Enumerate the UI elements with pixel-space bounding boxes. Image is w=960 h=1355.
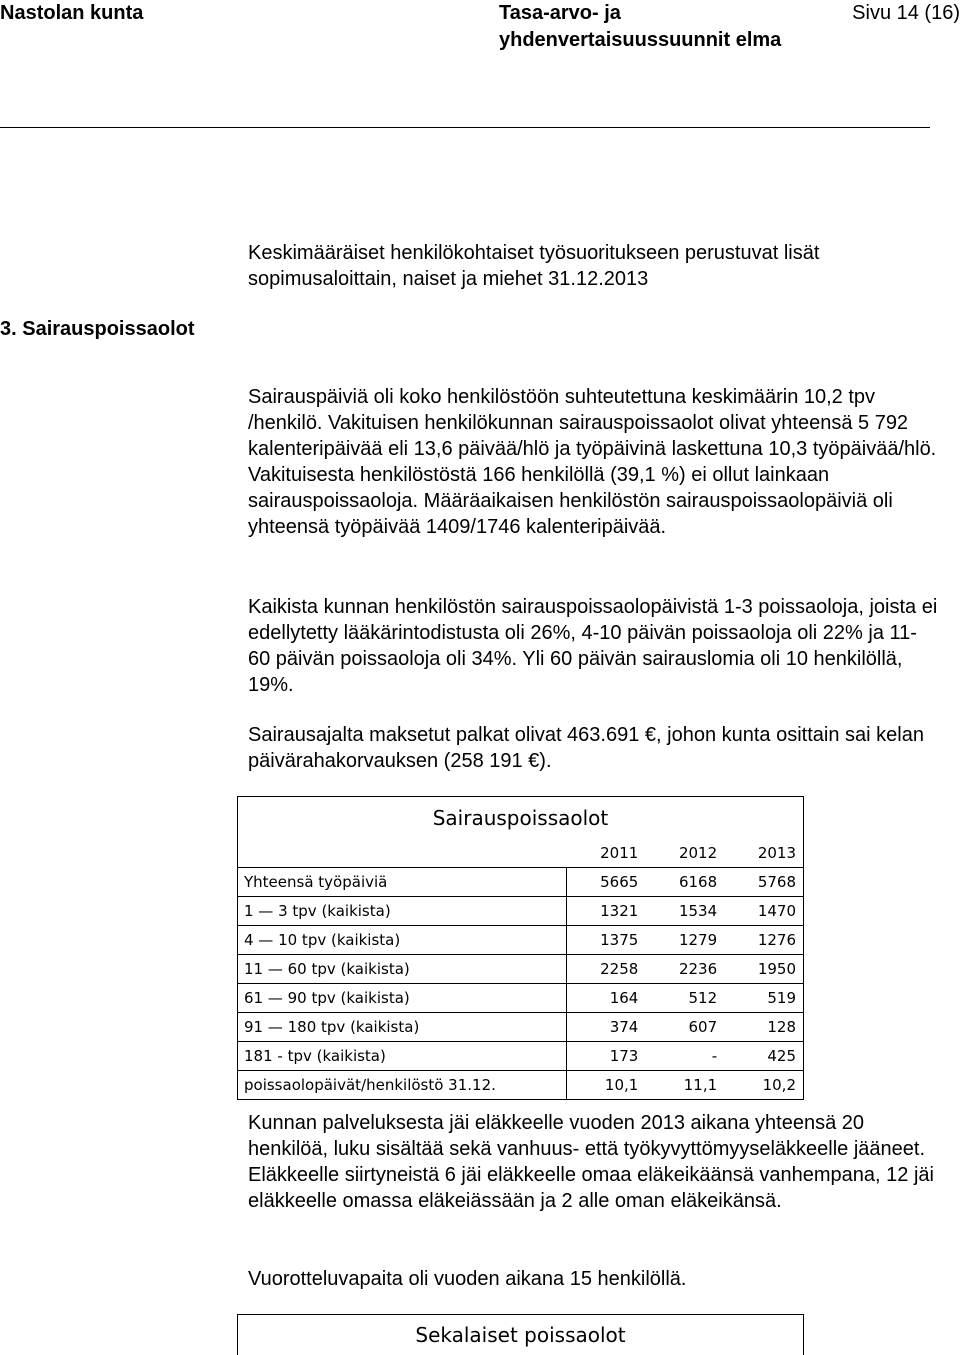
header-year-2011: 2011 [600,844,639,862]
table-row [238,984,803,1013]
row-label: poissaolopäivät/henkilöstö 31.12. [238,1071,566,1100]
table-row [238,926,803,955]
paragraph-retirement: Kunnan palveluksesta jäi eläkkeelle vuoden 2013 aikana yhteensä 20 henkilöä, luku sisältää sekä vanhuus- että työkyvyttömyyseläkkeelle jääneet. Eläkkeelle siirtyneistä 6 jäi eläkkeelle omaa eläkeikäänsä vanhempana, 12 jäi eläkkeelle omassa eläkeiässään ja 2 alle oman eläkeikänsä. [248,1112,934,1212]
header-divider [0,127,930,128]
row-label: 91 — 180 tpv (kaikista) [238,1013,566,1042]
value-2013: 1276 [724,926,803,955]
row-label: 61 — 90 tpv (kaikista) [238,984,566,1013]
value-2012: 2236 [645,955,724,984]
value-2011: 164 [566,984,645,1013]
value-2011: 1321 [566,897,645,926]
value-2011: 374 [566,1013,645,1042]
sick-leave-data [238,839,803,1100]
misc-absence-title: Sekalaiset poissaolot [415,1323,626,1347]
value-2011: 173 [566,1042,645,1071]
row-label: 4 — 10 tpv (kaikista) [238,926,566,955]
value-2012: 512 [645,984,724,1013]
table-row [238,1071,803,1100]
section-title: 3. Sairauspoissaolot [0,318,195,340]
paragraph-job-alternation: Vuorotteluvapaita oli vuoden aikana 15 henkilöllä. [248,1268,687,1290]
value-2011: 5665 [566,868,645,897]
value-2013: 10,2 [724,1071,803,1100]
value-2013: 1950 [724,955,803,984]
value-2012: 11,1 [645,1071,724,1100]
row-label: 181 - tpv (kaikista) [238,1042,566,1071]
header-empty-cell [238,839,566,868]
table-header-row [238,839,803,868]
value-2011: 2258 [566,955,645,984]
misc-absence-table [237,1314,804,1355]
header-document-title: Tasa-arvo- ja yhdenvertaisuussuunnit elma [499,2,782,51]
value-2011: 10,1 [566,1071,645,1100]
paragraph-sick-distribution: Kaikista kunnan henkilöstön sairauspoissaolopäivistä 1-3 poissaoloja, joista ei edellytetty lääkärintodistusta oli 26%, 4-10 päivän poissaoloja oli 22% ja 11-60 päivän poissaoloja oli 34%. Yli 60 päivän sairauslomia oli 10 henkilöllä, 19%. [248,596,938,696]
value-2013: 425 [724,1042,803,1071]
sick-leave-table [237,796,804,1100]
header-year-2012: 2012 [678,844,718,862]
value-2013: 128 [724,1013,803,1042]
table-row [238,1042,803,1071]
value-2013: 5768 [724,868,803,897]
value-2012: 1534 [645,897,724,926]
value-2012: 6168 [645,868,724,897]
header-page-number: Sivu 14 (16) [852,2,960,24]
intro-text: Keskimääräiset henkilökohtaiset työsuoritukseen perustuvat lisät sopimusaloittain, naiset ja miehet 31.12.2013 [248,242,820,290]
value-2011: 1375 [566,926,645,955]
header-organization: Nastolan kunta [0,2,144,24]
paragraph-sick-days: Sairauspäiviä oli koko henkilöstöön suhteutettuna keskimäärin 10,2 tpv /henkilö. Vakituisen henkilökunnan sairauspoissaolot olivat yhteensä 5 792 kalenteripäivää eli 13,6 päivää/hlö ja työpäivinä laskettuna 10,3 työpäivää/hlö. Vakituisesta henkilöstöstä 166 henkilöllä (39,1 %) ei ollut lainkaan sairauspoissaoloja. Määräaikaisen henkilöstön sairauspoissaolopäiviä oli yhteensä työpäivää 1409/1746 kalenteripäivää. [248,386,937,538]
paragraph-sick-pay: Sairausajalta maksetut palkat olivat 463.691 €, johon kunta osittain sai kelan päivärahakorvauksen (258 191 €). [248,724,924,772]
value-2012: 607 [645,1013,724,1042]
header-year-2013: 2013 [757,844,796,862]
row-label: Yhteensä työpäiviä [238,868,566,897]
table-row [238,1013,803,1042]
table-row [238,955,803,984]
row-label: 1 — 3 tpv (kaikista) [238,897,566,926]
table-row [238,868,803,897]
table-title: Sairauspoissaolot [432,806,609,830]
value-2012: 1279 [645,926,724,955]
value-2012: - [645,1042,724,1071]
value-2013: 1470 [724,897,803,926]
row-label: 11 — 60 tpv (kaikista) [238,955,566,984]
value-2013: 519 [724,984,803,1013]
table-row [238,897,803,926]
